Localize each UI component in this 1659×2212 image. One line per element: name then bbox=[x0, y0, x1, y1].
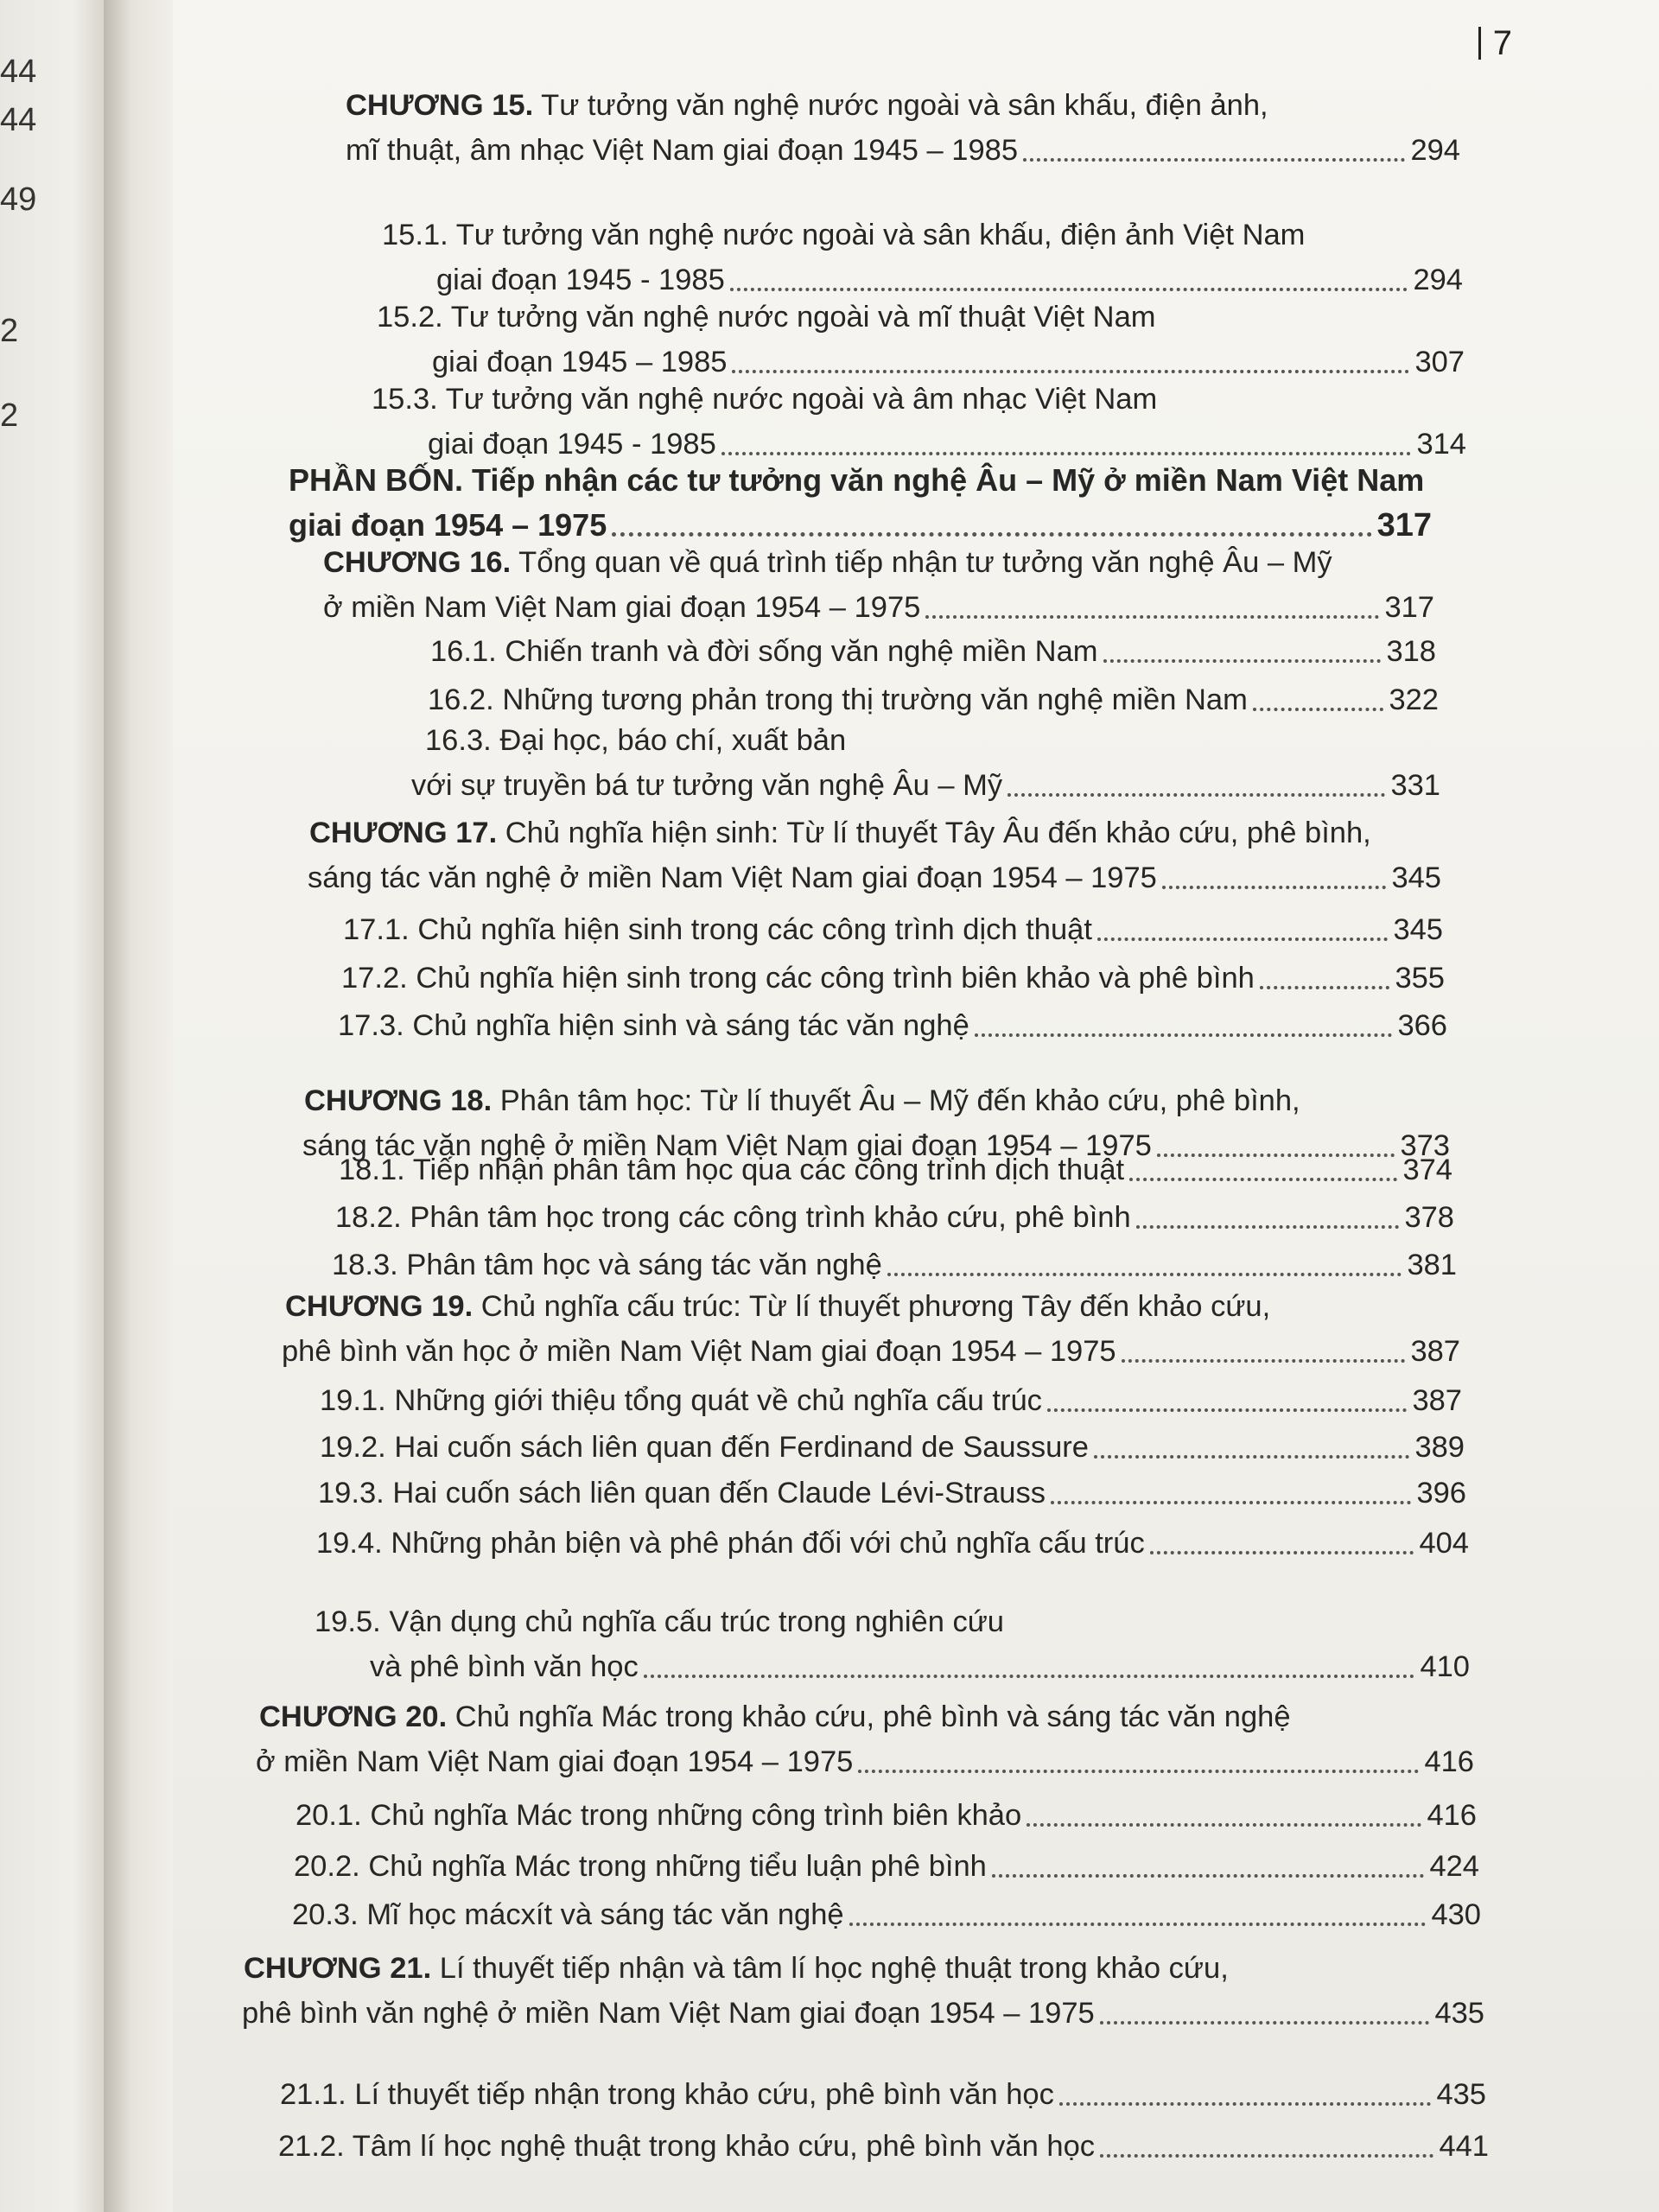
toc-title-line bbox=[382, 214, 1305, 256]
toc-page-number: 294 bbox=[1410, 134, 1460, 167]
toc-title-text: 18.3. Phân tâm học và sáng tác văn nghệ bbox=[332, 1249, 882, 1281]
toc-leader-line bbox=[343, 909, 1443, 950]
chapter-label: CHƯƠNG 18. bbox=[304, 1084, 493, 1117]
toc-title-text: 19.2. Hai cuốn sách liên quan đến Ferdinand de Saussure bbox=[320, 1431, 1089, 1464]
toc-title-text: 17.3. Chủ nghĩa hiện sinh và sáng tác văn nghệ bbox=[338, 1009, 969, 1042]
toc-title-text: Tư tưởng văn nghệ nước ngoài và sân khấu, điện ảnh, bbox=[533, 89, 1268, 122]
toc-leader-line bbox=[242, 1993, 1484, 2034]
toc-leader-line bbox=[280, 2074, 1486, 2115]
toc-title-text: Chủ nghĩa Mác trong khảo cứu, phê bình và sáng tác văn nghệ bbox=[447, 1700, 1291, 1733]
dot-leader bbox=[1253, 704, 1384, 711]
toc-leader-line bbox=[296, 1795, 1477, 1836]
toc-title-text: giai đoạn 1945 – 1985 bbox=[432, 346, 728, 378]
dot-leader bbox=[1023, 155, 1405, 162]
toc-title-text: Lí thuyết tiếp nhận và tâm lí học nghệ thuật trong khảo cứu, bbox=[431, 1952, 1229, 1985]
dot-leader bbox=[730, 284, 1408, 291]
toc-title-text: Chủ nghĩa hiện sinh: Từ lí thuyết Tây Âu đến khảo cứu, phê bình, bbox=[497, 817, 1371, 849]
toc-page-number: 318 bbox=[1386, 635, 1436, 668]
toc-title-text: 16.1. Chiến tranh và đời sống văn nghệ miền Nam bbox=[430, 635, 1098, 668]
toc-page-number: 314 bbox=[1416, 428, 1466, 461]
toc-leader-line bbox=[430, 631, 1436, 672]
chapter-label: CHƯƠNG 21. bbox=[244, 1952, 432, 1985]
toc-title-text: 18.2. Phân tâm học trong các công trình khảo cứu, phê bình bbox=[335, 1201, 1131, 1234]
chapter-label: CHƯƠNG 20. bbox=[259, 1700, 448, 1733]
toc-leader-line bbox=[256, 1741, 1474, 1783]
toc-title-text: ở miền Nam Việt Nam giai đoạn 1954 – 1975 bbox=[256, 1745, 854, 1778]
toc-page-number: 378 bbox=[1404, 1201, 1454, 1234]
toc-title-text: 15.1. Tư tưởng văn nghệ nước ngoài và sân khấu, điện ảnh Việt Nam bbox=[382, 219, 1306, 251]
toc-title-line bbox=[259, 1696, 1291, 1738]
dot-leader bbox=[1059, 2099, 1432, 2106]
toc-page-number: 435 bbox=[1436, 2078, 1486, 2111]
dot-leader bbox=[1260, 982, 1390, 989]
toc-leader-line bbox=[320, 1380, 1462, 1421]
toc-page-number: 345 bbox=[1393, 913, 1443, 946]
toc-title-text: 19.4. Những phản biện và phê phán đối với chủ nghĩa cấu trúc bbox=[316, 1527, 1145, 1560]
toc-page-number: 424 bbox=[1429, 1850, 1479, 1883]
chapter-label: CHƯƠNG 19. bbox=[285, 1290, 474, 1323]
toc-title-line bbox=[289, 460, 1424, 501]
toc-page-number: 410 bbox=[1420, 1650, 1470, 1683]
toc-title-line bbox=[304, 1080, 1300, 1122]
toc-title-text: PHẦN BỐN. Tiếp nhận các tư tưởng văn nghệ Âu – Mỹ ở miền Nam Việt Nam bbox=[289, 462, 1425, 498]
toc-title-text: 15.2. Tư tưởng văn nghệ nước ngoài và mĩ thuật Việt Nam bbox=[377, 301, 1156, 334]
dot-leader bbox=[1007, 790, 1385, 797]
toc-page-number: 396 bbox=[1416, 1477, 1466, 1510]
toc-title-text: 19.5. Vận dụng chủ nghĩa cấu trúc trong nghiên cứu bbox=[315, 1605, 1004, 1638]
toc-title-text: 19.3. Hai cuốn sách liên quan đến Claude Lévi-Strauss bbox=[318, 1477, 1046, 1510]
toc-page-number: 389 bbox=[1414, 1431, 1465, 1464]
page-number: 7 bbox=[1478, 24, 1512, 63]
toc-title-text: và phê bình văn học bbox=[370, 1650, 639, 1683]
toc-page-number: 366 bbox=[1397, 1009, 1447, 1042]
facing-page-number: 44 bbox=[0, 102, 37, 138]
toc-title-text: ở miền Nam Việt Nam giai đoạn 1954 – 1975 bbox=[323, 591, 921, 624]
toc-page-number: 416 bbox=[1427, 1799, 1477, 1832]
toc-page-number: 416 bbox=[1424, 1745, 1474, 1778]
toc-title-text: 17.1. Chủ nghĩa hiện sinh trong các công trình dịch thuật bbox=[343, 913, 1092, 946]
dot-leader bbox=[1129, 1174, 1397, 1181]
toc-title-text: phê bình văn học ở miền Nam Việt Nam giai đoạn 1954 – 1975 bbox=[282, 1335, 1116, 1368]
dot-leader bbox=[721, 448, 1412, 455]
toc-page-number: 441 bbox=[1439, 2130, 1489, 2163]
toc-title-text: 20.3. Mĩ học mácxít và sáng tác văn nghệ bbox=[292, 1898, 844, 1931]
toc-leader-line bbox=[411, 765, 1440, 806]
toc-title-text: giai đoạn 1945 - 1985 bbox=[436, 264, 725, 296]
toc-leader-line bbox=[428, 423, 1466, 465]
toc-leader-line bbox=[335, 1197, 1454, 1238]
toc-page-number: 381 bbox=[1407, 1249, 1457, 1281]
toc-leader-line bbox=[294, 1846, 1479, 1887]
toc-page-number: 294 bbox=[1413, 264, 1463, 296]
dot-leader bbox=[1094, 1452, 1409, 1459]
toc-leader-line bbox=[332, 1244, 1457, 1286]
dot-leader bbox=[1047, 1405, 1408, 1412]
toc-leader-line bbox=[338, 1005, 1447, 1046]
dot-leader bbox=[1162, 882, 1387, 889]
toc-title-text: Chủ nghĩa cấu trúc: Từ lí thuyết phương Tây đến khảo cứu, bbox=[473, 1290, 1271, 1323]
toc-page-number: 307 bbox=[1414, 346, 1465, 378]
toc-leader-line bbox=[282, 1331, 1460, 1372]
toc-leader-line bbox=[339, 1149, 1452, 1191]
chapter-label: CHƯƠNG 15. bbox=[346, 89, 534, 122]
toc-title-text: 16.3. Đại học, báo chí, xuất bản bbox=[425, 724, 847, 757]
toc-title-text: 21.2. Tâm lí học nghệ thuật trong khảo cứu, phê bình văn học bbox=[278, 2130, 1096, 2163]
dot-leader bbox=[975, 1030, 1393, 1037]
toc-title-line bbox=[346, 85, 1268, 126]
toc-leader-line bbox=[370, 1646, 1470, 1688]
toc-leader-line bbox=[278, 2126, 1489, 2167]
dot-leader bbox=[1122, 1356, 1406, 1363]
toc-title-text: 16.2. Những tương phản trong thị trường văn nghệ miền Nam bbox=[428, 683, 1248, 716]
toc-leader-line bbox=[323, 587, 1434, 628]
dot-leader bbox=[1051, 1497, 1411, 1504]
facing-page-number: 44 bbox=[0, 54, 37, 90]
chapter-label: CHƯƠNG 17. bbox=[309, 817, 498, 849]
chapter-label: CHƯƠNG 16. bbox=[323, 546, 512, 579]
toc-page-number: 322 bbox=[1389, 683, 1439, 716]
toc-title-text: sáng tác văn nghệ ở miền Nam Việt Nam giai đoạn 1954 – 1975 bbox=[308, 861, 1157, 894]
dot-leader bbox=[732, 366, 1409, 373]
dot-leader bbox=[1100, 2151, 1433, 2158]
dot-leader bbox=[644, 1671, 1415, 1678]
dot-leader bbox=[992, 1871, 1425, 1878]
toc-title-line bbox=[377, 296, 1156, 338]
dot-leader bbox=[1136, 1222, 1400, 1229]
toc-leader-line bbox=[428, 679, 1439, 721]
toc-page-number: 374 bbox=[1402, 1154, 1452, 1186]
toc-title-line bbox=[323, 542, 1332, 583]
toc-title-line bbox=[309, 812, 1371, 854]
toc-title-text: sáng tác văn nghệ ở miền Nam Việt Nam giai đoạn 1954 – 1975 bbox=[302, 1129, 1152, 1162]
toc-title-text: 17.2. Chủ nghĩa hiện sinh trong các công trình biên khảo và phê bình bbox=[341, 962, 1255, 995]
dot-leader bbox=[925, 612, 1379, 619]
toc-title-text: 18.1. Tiếp nhận phân tâm học qua các công trình dịch thuật bbox=[339, 1154, 1125, 1186]
dot-leader bbox=[887, 1269, 1402, 1276]
toc-page-number: 355 bbox=[1395, 962, 1445, 995]
toc-page-number: 331 bbox=[1390, 769, 1440, 802]
dot-leader bbox=[1100, 2018, 1430, 2024]
toc-title-text: mĩ thuật, âm nhạc Việt Nam giai đoạn 1945 – 1985 bbox=[346, 134, 1019, 167]
toc-title-line bbox=[285, 1286, 1270, 1327]
dot-leader bbox=[858, 1766, 1419, 1773]
toc-title-line bbox=[425, 720, 846, 761]
toc-leader-line bbox=[432, 341, 1465, 383]
toc-title-text: Tổng quan về quá trình tiếp nhận tư tưởng văn nghệ Âu – Mỹ bbox=[511, 546, 1332, 579]
toc-page-number: 387 bbox=[1412, 1384, 1462, 1417]
facing-page-number: 49 bbox=[0, 181, 37, 218]
toc-leader-line bbox=[289, 505, 1432, 546]
toc-page-number: 430 bbox=[1431, 1898, 1481, 1931]
toc-title-text: giai đoạn 1945 - 1985 bbox=[428, 428, 716, 461]
toc-title-text: 20.2. Chủ nghĩa Mác trong những tiểu luận phê bình bbox=[294, 1850, 987, 1883]
toc-title-text: 15.3. Tư tưởng văn nghệ nước ngoài và âm nhạc Việt Nam bbox=[372, 383, 1158, 416]
toc-page-number: 373 bbox=[1400, 1129, 1450, 1162]
facing-page-number: 2 bbox=[0, 313, 19, 349]
toc-page-number: 345 bbox=[1391, 861, 1441, 894]
toc-leader-line bbox=[436, 259, 1463, 301]
toc-title-text: 21.1. Lí thuyết tiếp nhận trong khảo cứu, phê bình văn học bbox=[280, 2078, 1054, 2111]
toc-leader-line bbox=[341, 957, 1445, 999]
toc-page-number: 435 bbox=[1434, 1997, 1484, 2030]
dot-leader bbox=[1103, 656, 1382, 663]
facing-page-number: 2 bbox=[0, 397, 19, 434]
toc-page-number: 317 bbox=[1376, 507, 1432, 543]
toc-title-line bbox=[244, 1948, 1229, 1989]
dot-leader bbox=[1097, 934, 1389, 941]
toc-leader-line bbox=[318, 1472, 1466, 1514]
toc-leader-line bbox=[346, 130, 1460, 171]
toc-title-line bbox=[372, 378, 1157, 420]
toc-title-line bbox=[315, 1601, 1004, 1643]
toc-page-number: 387 bbox=[1410, 1335, 1460, 1368]
dot-leader bbox=[1150, 1548, 1414, 1554]
toc-title-text: 20.1. Chủ nghĩa Mác trong những công trình biên khảo bbox=[296, 1799, 1022, 1832]
toc-title-text: Phân tâm học: Từ lí thuyết Âu – Mỹ đến khảo cứu, phê bình, bbox=[492, 1084, 1300, 1117]
dot-leader bbox=[612, 529, 1371, 537]
toc-leader-line bbox=[292, 1894, 1481, 1936]
toc-title-text: với sự truyền bá tư tưởng văn nghệ Âu – Mỹ bbox=[411, 769, 1003, 802]
dot-leader bbox=[849, 1919, 1427, 1926]
toc-title-text: 19.1. Những giới thiệu tổng quát về chủ nghĩa cấu trúc bbox=[320, 1384, 1042, 1417]
toc-title-text: giai đoạn 1954 – 1975 bbox=[289, 507, 607, 543]
toc-leader-line bbox=[320, 1427, 1465, 1468]
toc-leader-line bbox=[308, 857, 1441, 899]
toc-page-number: 404 bbox=[1419, 1527, 1469, 1560]
toc-leader-line bbox=[316, 1522, 1469, 1564]
toc-title-text: phê bình văn nghệ ở miền Nam Việt Nam giai đoạn 1954 – 1975 bbox=[242, 1997, 1095, 2030]
toc-page-number: 317 bbox=[1384, 591, 1434, 624]
dot-leader bbox=[1027, 1820, 1421, 1827]
